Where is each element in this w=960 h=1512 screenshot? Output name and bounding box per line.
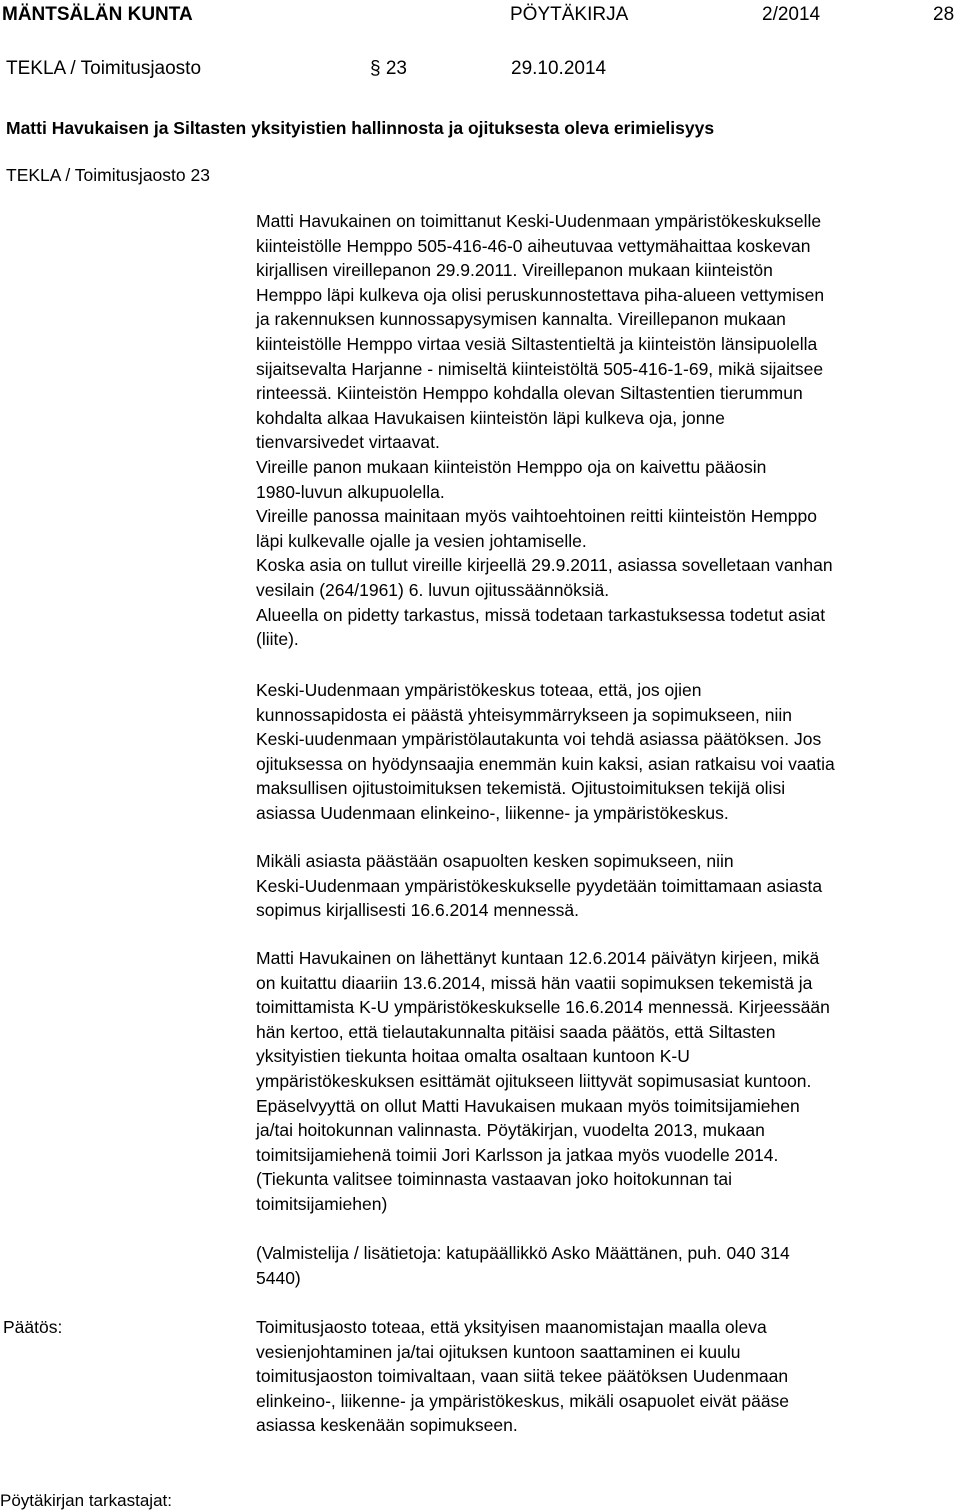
section-number: § 23: [370, 58, 407, 79]
text-line: kiinteistölle Hemppo virtaa vesiä Siltastentieltä ja kiinteistön länsipuolella: [256, 333, 818, 354]
section-number-value: 23: [385, 58, 407, 79]
text-line: rinteessä. Kiinteistön Hemppo kohdalla olevan Siltastentien tierummun: [256, 383, 803, 404]
text-line: vesienjohtaminen ja/tai ojituksen kuntoon saattaminen ei kuulu: [256, 1341, 741, 1362]
text-line: Koska asia on tullut vireille kirjeellä 29.9.2011, asiassa sovelletaan vanhan: [256, 555, 833, 576]
text-line: ja/tai hoitokunnan valinnasta. Pöytäkirjan, vuodelta 2013, mukaan: [256, 1120, 765, 1141]
text-line: Epäselvyyttä on ollut Matti Havukaisen mukaan myös toimitsijamiehen: [256, 1095, 800, 1116]
text-line: on kuitattu diaariin 13.6.2014, missä hän vaatii sopimuksen tekemistä ja: [256, 972, 813, 993]
text-line: Vireille panon mukaan kiinteistön Hemppo oja on kaivettu pääosin: [256, 456, 767, 477]
text-line: toimitusjaoston toimivaltaan, vaan siitä tekee päätöksen Uudenmaan: [256, 1366, 789, 1387]
text-line: läpi kulkevalle ojalle ja vesien johtamiselle.: [256, 530, 587, 551]
text-line: 5440): [256, 1267, 301, 1288]
text-line: Mikäli asiasta päästään osapuolten kesken sopimukseen, niin: [256, 851, 734, 871]
text-line: Matti Havukainen on lähettänyt kuntaan 12.6.2014 päivätyn kirjeen, mikä: [256, 948, 820, 968]
text-line: kohdalta alkaa Havukaisen kiinteistön läpi kulkeva oja, jonne: [256, 407, 725, 428]
text-line: (Tiekunta valitsee toiminnasta vastaavan joko hoitokunnan tai: [256, 1169, 733, 1190]
text-line: (Valmistelija / lisätietoja: katupäällikkö Asko Määttänen, puh. 040 314: [256, 1243, 790, 1263]
text-line: Matti Havukainen on toimittanut Keski-Uudenmaan ympäristökeskukselle: [256, 211, 822, 231]
page-number: 28: [933, 4, 955, 25]
text-line: Hemppo läpi kulkeva oja olisi peruskunnostettava piha-alueen vettymisen: [256, 284, 825, 305]
text-line: elinkeino-, liikenne- ja ympäristökeskus, mikäli osapuolet eivät pääse: [256, 1390, 790, 1411]
text-line: toimitsijamiehenä toimii Jori Karlsson ja jatkaa myös vuodelle 2014.: [256, 1144, 779, 1165]
document-number: 2/2014: [762, 4, 821, 25]
text-line: tienvarsivedet virtaavat.: [256, 432, 440, 453]
paragraph-5: [256, 1241, 956, 1290]
paragraph-4: [256, 946, 956, 1217]
text-line: Toimitusjaosto toteaa, että yksityisen maanomistajan maalla oleva: [256, 1317, 767, 1337]
text-line: ojituksessa on hyödynsaajia enemmän kuin kaksi, asian ratkaisu voi vaatia: [256, 753, 835, 774]
text-line: Keski-Uudenmaan ympäristökeskukselle pyydetään toimittamaan asiasta: [256, 875, 823, 896]
text-line: hän kertoo, että tielautakunnalta pitäisi saada päätös, että Siltasten: [256, 1021, 776, 1042]
text-line: ympäristökeskuksen esittämät ojitukseen liittyvät sopimusasiat kuntoon.: [256, 1070, 812, 1091]
text-line: sopimus kirjallisesti 16.6.2014 mennessä.: [256, 900, 579, 921]
text-line: asiassa Uudenmaan elinkeino-, liikenne- ja ympäristökeskus.: [256, 802, 729, 823]
text-line: Keski-Uudenmaan ympäristökeskus toteaa, että, jos ojien: [256, 680, 702, 700]
text-line: Keski-uudenmaan ympäristölautakunta voi tehdä asiassa päätöksen. Jos: [256, 729, 822, 750]
document-type: PÖYTÄKIRJA: [510, 4, 629, 25]
text-line: ja rakennuksen kunnossapysymisen kannalta. Vireillepanon mukaan: [256, 309, 786, 330]
text-line: yksityistien tiekunta hoitaa omalta osaltaan kuntoon K-U: [256, 1046, 690, 1067]
text-line: toimittamista K-U ympäristökeskukselle 16.6.2014 mennessä. Kirjeessään: [256, 997, 830, 1018]
text-line: asiassa keskenään sopimukseen.: [256, 1415, 518, 1436]
paragraph-2: [256, 678, 956, 826]
text-line: 1980-luvun alkupuolella.: [256, 481, 445, 502]
text-line: toimitsijamiehen): [256, 1193, 388, 1214]
decision-label: Päätös:: [3, 1317, 63, 1337]
text-line: vesilain (264/1961) 6. luvun ojitussäännöksiä.: [256, 579, 610, 600]
text-line: kiinteistölle Hemppo 505-416-46-0 aiheutuvaa vettymähaittaa koskevan: [256, 235, 811, 256]
paragraph-1: [256, 209, 956, 652]
matter-title: Matti Havukaisen ja Siltasten yksityistien hallinnosta ja ojituksesta oleva erimielisyys: [6, 118, 715, 138]
text-line: Vireille panossa mainitaan myös vaihtoehtoinen reitti kiinteistön Hemppo: [256, 506, 817, 527]
text-line: Alueella on pidetty tarkastus, missä todetaan tarkastuksessa todetut asiat: [256, 604, 826, 625]
decision-text: [256, 1315, 956, 1438]
matter-subheader: TEKLA / Toimitusjaosto 23: [6, 165, 210, 185]
text-line: maksullisen ojitustoimituksen tekemistä. Ojitustoimituksen tekijä olisi: [256, 778, 786, 799]
paragraph-3: [256, 849, 956, 923]
minutes-checkers-label: Pöytäkirjan tarkastajat:: [0, 1491, 172, 1510]
text-line: (liite).: [256, 629, 299, 650]
text-line: sijaitsevalta Harjanne - nimiseltä kiinteistöltä 505-416-1-69, mikä sijaitsee: [256, 358, 824, 379]
meeting-date: 29.10.2014: [511, 58, 607, 79]
text-line: kirjallisen vireillepanon 29.9.2011. Vireillepanon mukaan kiinteistön: [256, 260, 773, 281]
committee-name: TEKLA / Toimitusjaosto: [6, 58, 202, 79]
text-line: kunnossapidosta ei päästä yhteisymmärrykseen ja sopimukseen, niin: [256, 704, 792, 725]
municipality-name: MÄNTSÄLÄN KUNTA: [2, 4, 193, 25]
